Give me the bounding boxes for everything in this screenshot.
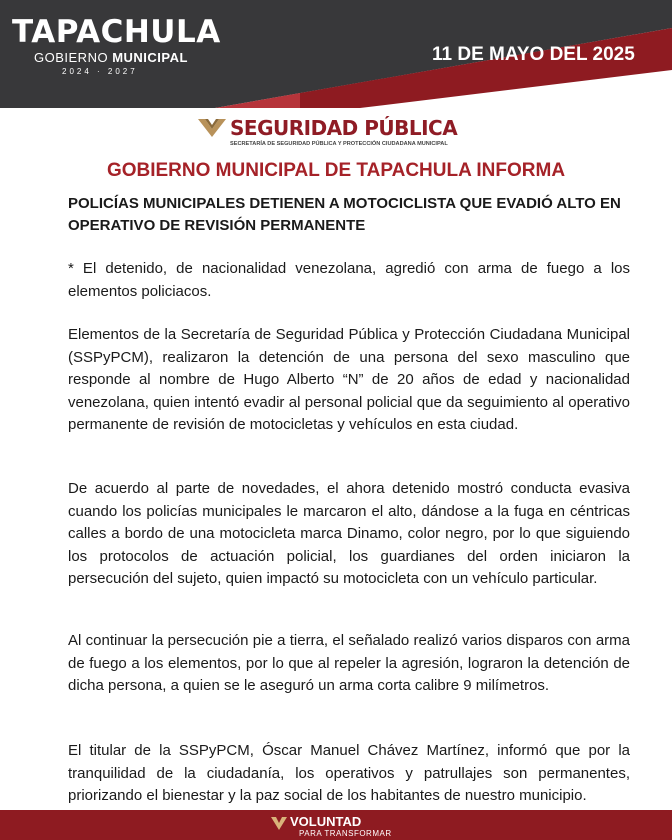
news-headline: POLICÍAS MUNICIPALES DETIENEN A MOTOCICLISTA QUE EVADIÓ ALTO EN OPERATIVO DE REVISIÓN PERMANENTE — [68, 195, 621, 234]
chevron-emblem-icon — [198, 116, 226, 138]
seguridad-publica-subtitle: SECRETARÍA DE SEGURIDAD PÚBLICA Y PROTECCIÓN CIUDADANA MUNICIPAL — [230, 141, 448, 147]
footer-slogan: VOLUNTAD — [290, 814, 362, 829]
header-banner — [0, 0, 672, 108]
chevron-emblem-icon — [271, 815, 287, 831]
paragraph-5: El titular de la SSPyPCM, Óscar Manuel Chávez Martínez, informó que por la tranquilidad de la ciudadanía, los operativos y patrullajes son permanentes, priorizando el bienestar y la paz social de los habitantes de nuestro municipio. — [68, 742, 630, 804]
municipality-logo-text: TAPACHULA — [12, 14, 221, 50]
footer-slogan-subtitle: PARA TRANSFORMAR — [299, 829, 392, 838]
seguridad-publica-logo — [198, 116, 468, 152]
paragraph-3: De acuerdo al parte de novedades, el ahora detenido mostró conducta evasiva cuando los policías municipales le marcaron el alto, dándose a la fuga en céntricas calles a bordo de una motocicleta marca Dinamo, color negro, por lo que siguiendo los protocolos de actuación policial, los guardianes del orden iniciaron la persecución del sujeto, quien impactó su motocicleta con un vehículo particular. — [68, 480, 630, 587]
informa-heading: GOBIERNO MUNICIPAL DE TAPACHULA INFORMA — [106, 160, 566, 181]
municipality-logo-years: 2024 · 2027 — [62, 67, 138, 76]
seguridad-publica-title: SEGURIDAD PÚBLICA — [230, 116, 458, 140]
bulletin-date: 11 DE MAYO DEL 2025 — [432, 44, 635, 65]
paragraph-1: * El detenido, de nacionalidad venezolana, agredió con arma de fuego a los elementos policiacos. — [68, 260, 630, 300]
municipality-logo-subtitle: GOBIERNO MUNICIPAL — [34, 50, 188, 65]
footer-banner — [0, 810, 672, 840]
paragraph-2: Elementos de la Secretaría de Seguridad Pública y Protección Ciudadana Municipal (SSPyPCM), realizaron la detención de una persona del sexo masculino que responde al nombre de Hugo Alberto “N” de 20 años de edad y nacionalidad venezolana, quien intentó evadir al personal policial que da seguimiento al operativo permanente de revisión de motocicletas y vehículos en esta ciudad. — [68, 326, 630, 433]
paragraph-4: Al continuar la persecución pie a tierra, el señalado realizó varios disparos con arma de fuego a los elementos, por lo que al repeler la agresión, lograron la detención de dicha persona, a quien se le aseguró un arma corta calibre 9 milímetros. — [68, 632, 630, 694]
